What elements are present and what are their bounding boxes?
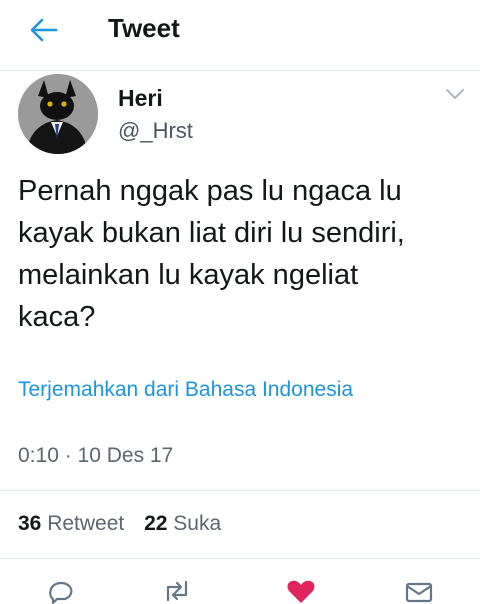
author-handle[interactable]: @_Hrst [118, 118, 193, 143]
tweet-stats [18, 512, 221, 536]
retweet-stat[interactable] [18, 512, 124, 535]
tweet-timestamp: 0:10 · 10 Des 17 [18, 444, 174, 467]
tweet-text-line: melainkan lu kayak ngeliat [18, 259, 359, 291]
tweet-text [18, 170, 466, 338]
heart-icon[interactable] [286, 578, 316, 604]
avatar[interactable] [18, 74, 98, 154]
like-count: 22 [144, 512, 168, 535]
header-divider [0, 70, 480, 71]
tweet-text-line: Pernah nggak pas lu ngaca lu [18, 175, 402, 207]
tweet-text-line: kaca? [18, 301, 96, 333]
translate-link[interactable]: Terjemahkan dari Bahasa Indonesia [18, 378, 354, 401]
back-arrow-icon[interactable] [28, 16, 60, 44]
tweet-text-line: kayak bukan liat diri lu sendiri, [18, 217, 405, 249]
like-label: Suka [173, 512, 222, 535]
retweet-icon[interactable] [162, 578, 192, 604]
retweet-label: Retweet [47, 512, 125, 535]
chevron-down-icon[interactable] [444, 86, 466, 102]
stats-divider-top [0, 490, 480, 491]
top-bar [0, 0, 480, 66]
author-name[interactable]: Heri [118, 85, 163, 111]
retweet-count: 36 [18, 512, 42, 535]
like-stat[interactable] [144, 512, 221, 535]
cat-in-suit-avatar-icon [18, 74, 98, 154]
envelope-icon[interactable] [404, 578, 434, 604]
stats-divider-bottom [0, 558, 480, 559]
page-title: Tweet [108, 13, 180, 43]
reply-icon[interactable] [46, 578, 76, 604]
